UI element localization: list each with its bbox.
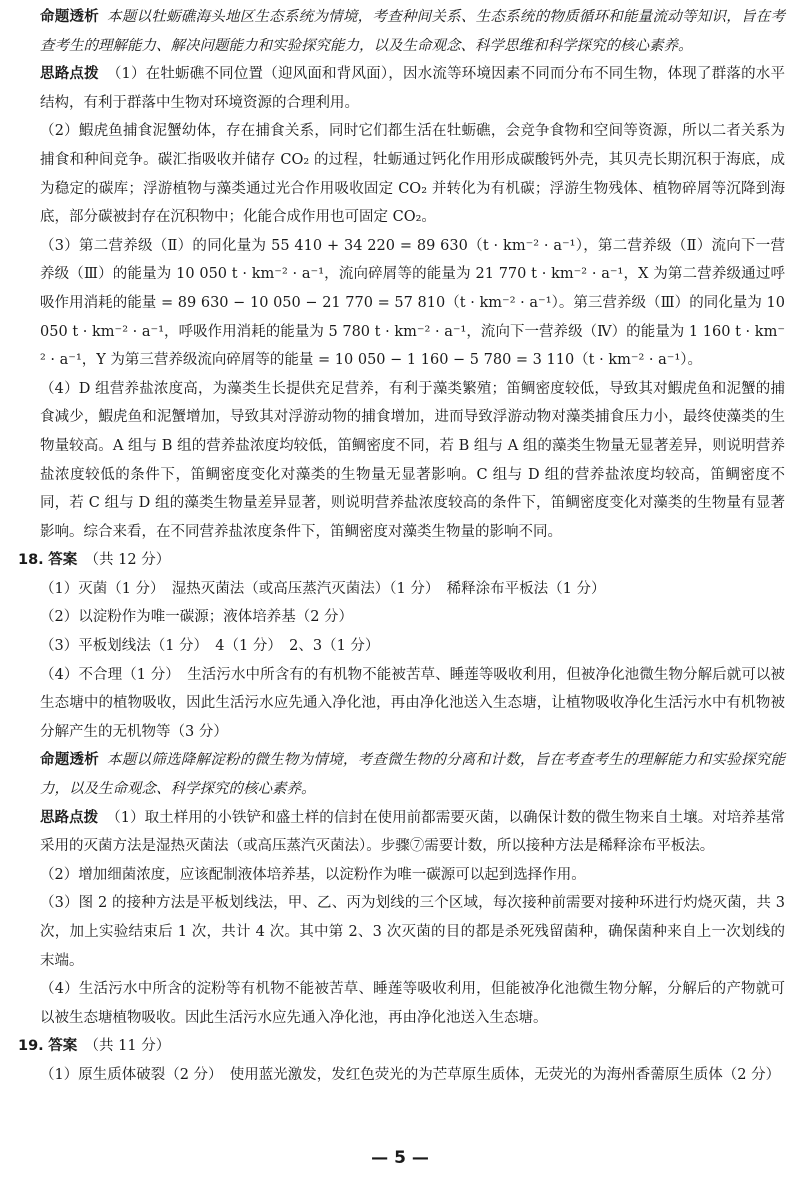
page-content (18, 3, 786, 1090)
q18-analysis-paragraph (40, 746, 785, 803)
q18-answer-1: （1）灭菌（1 分） 湿热灭菌法（或高压蒸汽灭菌法）（1 分） 稀释涂布平板法（1 分） (40, 580, 606, 597)
analysis-label: 命题透析 (40, 9, 99, 25)
q17-hint-paragraph-1 (40, 60, 785, 117)
page-number: — 5 — (371, 1148, 429, 1168)
q18-hint-paragraph-4: （4）生活污水中所含的淀粉等有机物不能被苦草、睡莲等吸收利用，但能被净化池微生物分解，分解后的产物就可以被生态塘植物吸收。因此生活污水应先通入净化池，再由净化池送入生态塘。 (40, 981, 785, 1026)
q17-hint-paragraph-2: （2）鰕虎鱼捕食泥蟹幼体，存在捕食关系，同时它们都生活在牡蛎礁，会竞争食物和空间等资源，所以二者关系为捕食和种间竞争。碳汇指吸收并储存 CO₂ 的过程，牡蛎通过钙化作用形成碳酸钙外壳，其贝壳长期沉积于海底，成为稳定的碳库；浮游植物与藻类通过光合作用吸收固定 CO₂ 并转化为有机碳；浮游生物残体、植物碎屑等沉降到海底，部分碳被封存在沉积物中；化能合成作用也可固定 CO₂。 (40, 123, 785, 226)
question-number: 19. (18, 1038, 44, 1055)
q18-hint-paragraph-2: （2）增加细菌浓度，应该配制液体培养基，以淀粉作为唯一碳源可以起到选择作用。 (40, 866, 586, 883)
q19-answer-1: （1）原生质体破裂（2 分） 使用蓝光激发，发红色荧光的为芒草原生质体，无荧光的为海州香薷原生质体（2 分） (40, 1066, 781, 1083)
hint-text: （1）在牡蛎礁不同位置（迎风面和背风面），因水流等环境因素不同而分布不同生物，体现了群落的水平结构，有利于群落中生物对环境资源的合理利用。 (40, 66, 785, 111)
answer-label: 答案 (48, 552, 78, 569)
q17-hint-paragraph-4: （4）D 组营养盐浓度高，为藻类生长提供充足营养，有利于藻类繁殖；笛鲷密度较低，导致其对鰕虎鱼和泥蟹的捕食减少，鰕虎鱼和泥蟹增加，导致其对浮游动物的捕食增加，进而导致浮游动物对藻类捕食压力小，最终使藻类的生物量较高。A 组与 B 组的营养盐浓度均较低，笛鲷密度不同，若 B 组与 A 组的藻类生物量无显著差异，则说明营养盐浓度较低的条件下，笛鲷密度变化对藻类的生物量无显著影响。C 组与 D 组的营养盐浓度均较高，笛鲷密度不同，若 C 组与 D 组的藻类生物量差异显著，则说明营养盐浓度较高的条件下，笛鲷密度变化对藻类的生物量有显著影响。综合来看，在不同营养盐浓度条件下，笛鲷密度对藻类生物量的影响不同。 (40, 380, 785, 540)
question-score: （共 11 分） (91, 1038, 171, 1055)
q18-header (18, 546, 785, 575)
q19-header (18, 1032, 785, 1061)
question-score: （共 12 分） (91, 552, 171, 569)
q17-analysis-paragraph (40, 3, 785, 60)
q18-answer-2: （2）以淀粉作为唯一碳源；液体培养基（2 分） (40, 609, 354, 626)
q18-answer-3: （3）平板划线法（1 分） 4（1 分） 2、3（1 分） (40, 638, 380, 655)
hint-label: 思路点拨 (40, 809, 99, 826)
q17-hint-paragraph-3: （3）第二营养级（Ⅱ）的同化量为 55 410 + 34 220 = 89 630（t · km⁻² · a⁻¹），第二营养级（Ⅱ）流向下一营养级（Ⅲ）的能量为 10 050 t · km⁻² · a⁻¹，流向碎屑等的能量为 21 770 t · km⁻² · a⁻¹，X 为第二营养级通过呼吸作用消耗的能量 = 89 630 − 10 050 − 21 770 = 57 810（t · km⁻² · a⁻¹）。第三营养级（Ⅲ）的同化量为 10 050 t · km⁻² · a⁻¹，呼吸作用消耗的能量为 5 780 t · km⁻² · a⁻¹，流向下一营养级（Ⅳ）的能量为 1 160 t · km⁻² · a⁻¹，Y 为第三营养级流向碎屑等的能量 = 10 050 − 1 160 − 5 780 = 3 110（t · km⁻² · a⁻¹）。 (40, 237, 785, 369)
question-number: 18. (18, 552, 44, 569)
analysis-text: 本题以牡蛎礁海头地区生态系统为情境，考查种间关系、生态系统的物质循环和能量流动等知识，旨在考查考生的理解能力、解决问题能力和实验探究能力，以及生命观念、科学思维和科学探究的核心素养。 (40, 9, 786, 54)
q18-answer-4: （4）不合理（1 分） 生活污水中所含有的有机物不能被苦草、睡莲等吸收利用，但被净化池微生物分解后就可以被生态塘中的植物吸收，因此生活污水应先通入净化池，再由净化池送入生态塘，让植物吸收净化生活污水中有机物被分解产生的无机物等（3 分） (40, 666, 785, 740)
q18-hint-paragraph-1 (40, 804, 785, 861)
analysis-label: 命题透析 (40, 752, 99, 769)
hint-label: 思路点拨 (40, 66, 99, 83)
hint-text: （1）取土样用的小铁铲和盛土样的信封在使用前都需要灭菌，以确保计数的微生物来自土壤。对培养基常采用的灭菌方法是湿热灭菌法（或高压蒸汽灭菌法）。步骤⑦需要计数，所以接种方法是稀释涂布平板法。 (40, 809, 785, 855)
answer-label: 答案 (48, 1038, 78, 1055)
q18-hint-paragraph-3: （3）图 2 的接种方法是平板划线法，甲、乙、丙为划线的三个区域，每次接种前需要对接种环进行灼烧灭菌，共 3 次，加上实验结束后 1 次，共计 4 次。其中第 2、3 次灭菌的目的都是杀死残留菌种，确保菌种来自上一次划线的末端。 (40, 895, 785, 969)
analysis-text: 本题以筛选降解淀粉的微生物为情境，考查微生物的分离和计数，旨在考查考生的理解能力和实验探究能力，以及生命观念、科学探究的核心素养。 (40, 752, 786, 798)
